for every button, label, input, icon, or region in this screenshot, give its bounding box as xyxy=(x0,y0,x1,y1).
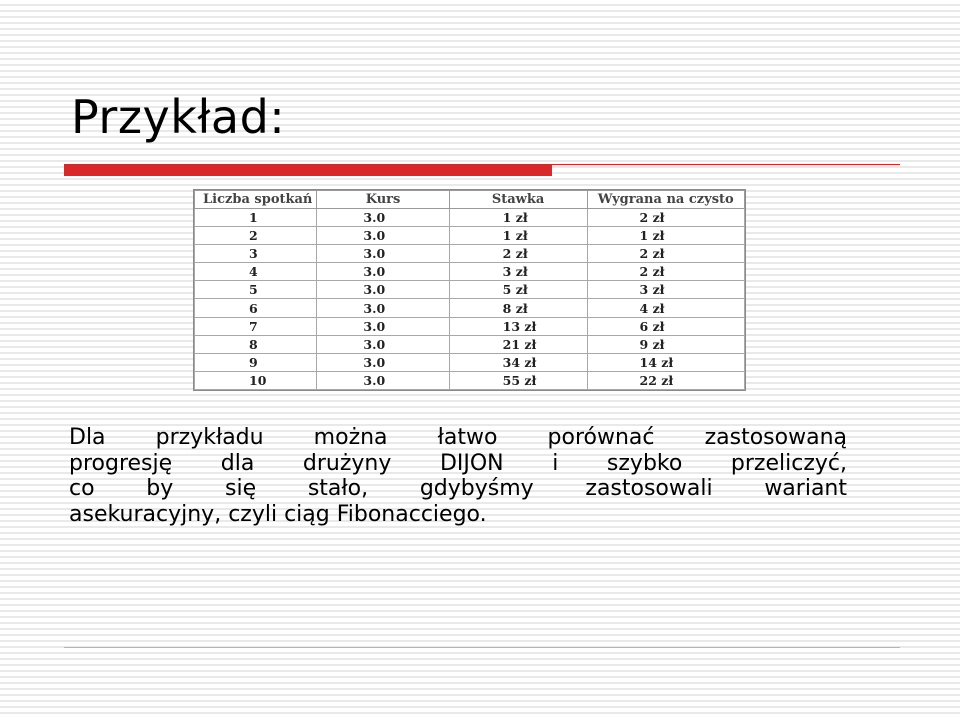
cell-wygrana: 3 zł xyxy=(587,281,744,299)
table-row xyxy=(195,317,745,335)
cell-wygrana: 4 zł xyxy=(587,299,744,317)
table-row xyxy=(195,227,745,245)
cell-stawka: 13 zł xyxy=(449,317,587,335)
cell-stawka: 21 zł xyxy=(449,335,587,353)
table-row xyxy=(195,371,745,389)
table-row xyxy=(195,209,745,227)
cell-liczba: 1 xyxy=(195,209,317,227)
cell-stawka: 5 zł xyxy=(449,281,587,299)
header-kurs: Kurs xyxy=(317,191,449,209)
cell-liczba: 10 xyxy=(195,371,317,389)
paragraph-line: asekuracyjny, czyli ciąg Fibonacciego. xyxy=(69,501,487,527)
title-divider-line xyxy=(552,164,900,165)
table-row xyxy=(195,335,745,353)
header-stawka: Stawka xyxy=(449,191,587,209)
slide-title: Przykład: xyxy=(71,90,286,144)
cell-liczba: 8 xyxy=(195,335,317,353)
title-divider-bar xyxy=(64,164,552,176)
progression-table-grid xyxy=(194,190,745,390)
cell-wygrana: 14 zł xyxy=(587,353,744,371)
cell-liczba: 4 xyxy=(195,263,317,281)
table-row xyxy=(195,281,745,299)
cell-wygrana: 1 zł xyxy=(587,227,744,245)
cell-stawka: 1 zł xyxy=(449,227,587,245)
progression-table xyxy=(193,189,746,391)
cell-wygrana: 22 zł xyxy=(587,371,744,389)
paragraph-line: co by się stało, gdybyśmy zastosowali wariant xyxy=(69,476,847,501)
cell-kurs: 3.0 xyxy=(317,227,449,245)
cell-kurs: 3.0 xyxy=(317,281,449,299)
cell-kurs: 3.0 xyxy=(317,209,449,227)
cell-kurs: 3.0 xyxy=(317,299,449,317)
cell-kurs: 3.0 xyxy=(317,371,449,389)
cell-kurs: 3.0 xyxy=(317,317,449,335)
cell-liczba: 7 xyxy=(195,317,317,335)
cell-stawka: 1 zł xyxy=(449,209,587,227)
cell-wygrana: 6 zł xyxy=(587,317,744,335)
cell-stawka: 34 zł xyxy=(449,353,587,371)
title-divider xyxy=(64,164,900,176)
cell-wygrana: 9 zł xyxy=(587,335,744,353)
paragraph-line: progresję dla drużyny DIJON i szybko przeliczyć, xyxy=(69,450,847,476)
cell-liczba: 3 xyxy=(195,245,317,263)
body-paragraph xyxy=(69,425,847,527)
cell-liczba: 5 xyxy=(195,281,317,299)
cell-kurs: 3.0 xyxy=(317,335,449,353)
table-row xyxy=(195,245,745,263)
cell-kurs: 3.0 xyxy=(317,263,449,281)
cell-wygrana: 2 zł xyxy=(587,245,744,263)
cell-liczba: 2 xyxy=(195,227,317,245)
cell-kurs: 3.0 xyxy=(317,353,449,371)
cell-wygrana: 2 zł xyxy=(587,263,744,281)
table-header-row xyxy=(195,191,745,209)
header-liczba-spotkan: Liczba spotkań xyxy=(195,191,317,209)
paragraph-line: Dla przykładu można łatwo porównać zastosowaną xyxy=(69,425,847,450)
cell-stawka: 55 zł xyxy=(449,371,587,389)
cell-stawka: 2 zł xyxy=(449,245,587,263)
header-wygrana: Wygrana na czysto xyxy=(587,191,744,209)
table-row xyxy=(195,263,745,281)
cell-stawka: 8 zł xyxy=(449,299,587,317)
cell-stawka: 3 zł xyxy=(449,263,587,281)
bottom-divider xyxy=(64,647,900,648)
cell-kurs: 3.0 xyxy=(317,245,449,263)
table-row xyxy=(195,353,745,371)
cell-wygrana: 2 zł xyxy=(587,209,744,227)
cell-liczba: 9 xyxy=(195,353,317,371)
cell-liczba: 6 xyxy=(195,299,317,317)
table-row xyxy=(195,299,745,317)
